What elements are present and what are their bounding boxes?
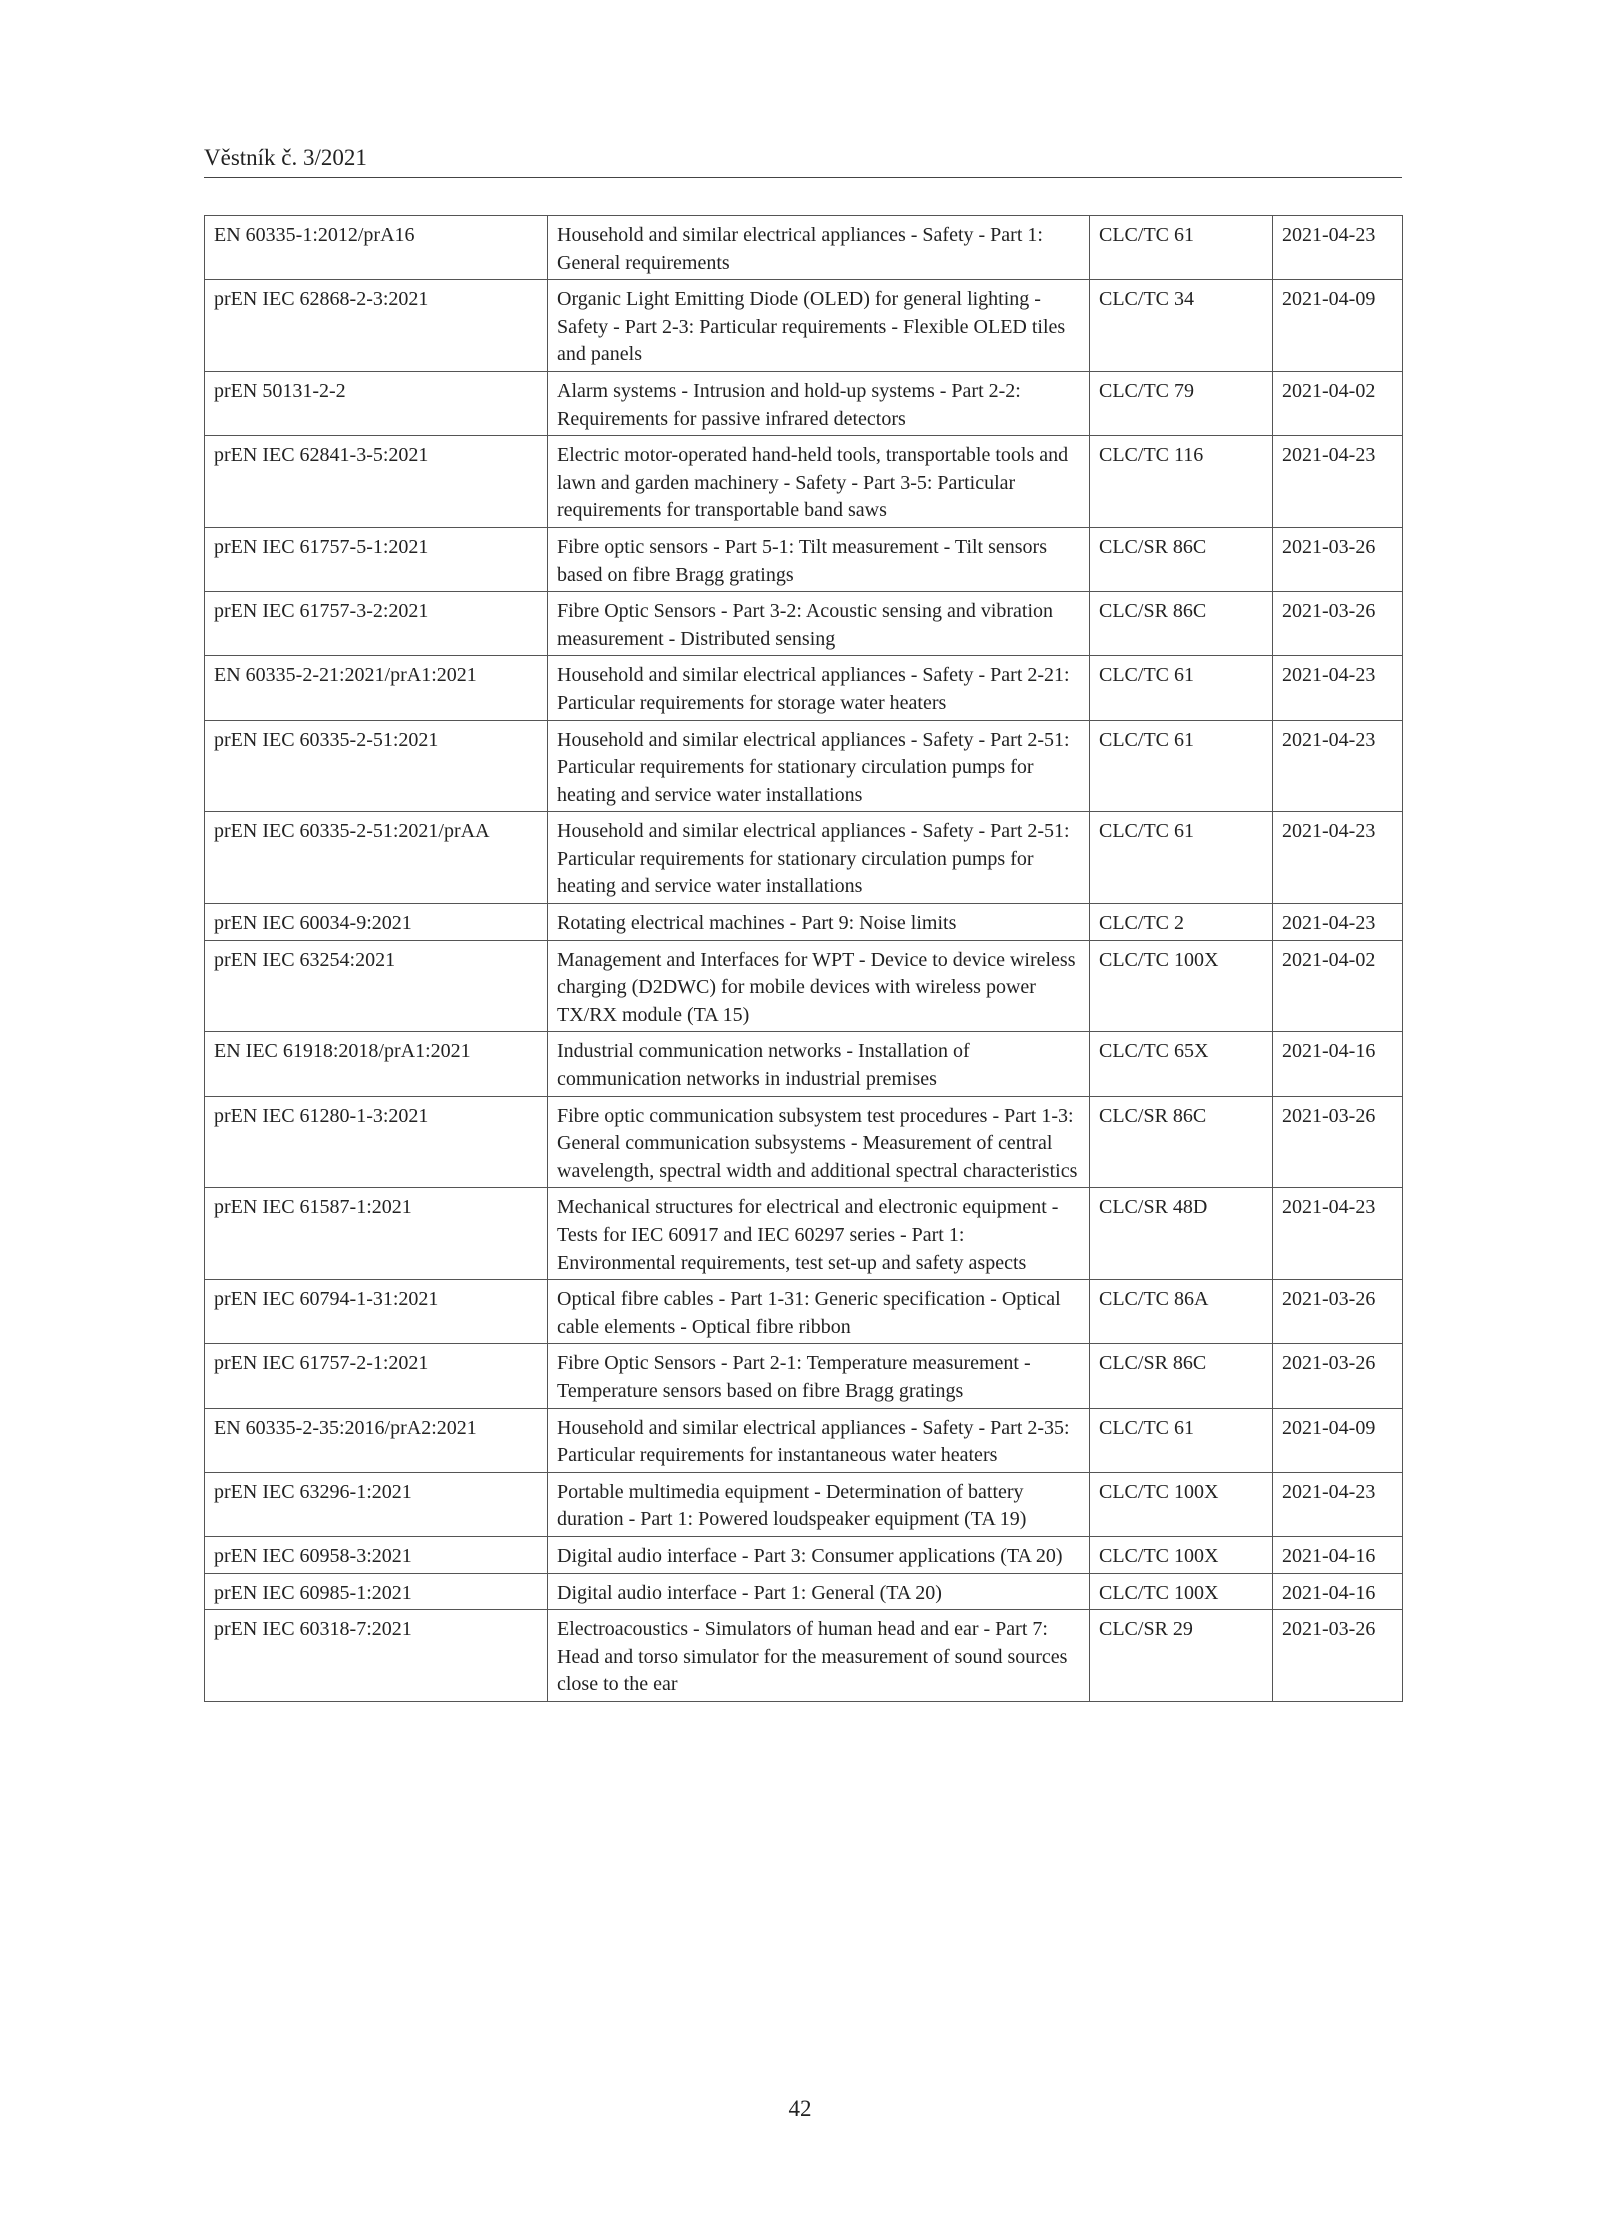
date-cell: 2021-04-23 xyxy=(1273,1472,1403,1536)
committee-cell: CLC/TC 61 xyxy=(1090,1408,1273,1472)
date-cell: 2021-04-23 xyxy=(1273,216,1403,280)
date-cell: 2021-04-23 xyxy=(1273,1188,1403,1280)
standard-title-cell: Digital audio interface - Part 1: General (TA 20) xyxy=(548,1573,1090,1610)
table-row xyxy=(205,812,1403,904)
standard-title-cell: Rotating electrical machines - Part 9: Noise limits xyxy=(548,904,1090,941)
table-row xyxy=(205,1610,1403,1702)
table-row xyxy=(205,1188,1403,1280)
table-row xyxy=(205,1536,1403,1573)
standard-code-cell: prEN IEC 61757-2-1:2021 xyxy=(205,1344,548,1408)
committee-cell: CLC/TC 61 xyxy=(1090,812,1273,904)
standard-code-cell: prEN IEC 62841-3-5:2021 xyxy=(205,436,548,528)
table-row xyxy=(205,1408,1403,1472)
date-cell: 2021-03-26 xyxy=(1273,527,1403,591)
table-row xyxy=(205,1472,1403,1536)
date-cell: 2021-04-23 xyxy=(1273,656,1403,720)
standard-title-cell: Household and similar electrical appliances - Safety - Part 2-35: Particular requirements for instantaneous water heaters xyxy=(548,1408,1090,1472)
standard-code-cell: prEN IEC 63296-1:2021 xyxy=(205,1472,548,1536)
standard-code-cell: prEN IEC 61757-3-2:2021 xyxy=(205,592,548,656)
committee-cell: CLC/SR 86C xyxy=(1090,1096,1273,1188)
date-cell: 2021-03-26 xyxy=(1273,1096,1403,1188)
standard-code-cell: prEN 50131-2-2 xyxy=(205,371,548,435)
committee-cell: CLC/TC 61 xyxy=(1090,720,1273,812)
table-row xyxy=(205,656,1403,720)
standard-title-cell: Management and Interfaces for WPT - Device to device wireless charging (D2DWC) for mobile devices with wireless power TX/RX module (TA 15) xyxy=(548,940,1090,1032)
table-row xyxy=(205,904,1403,941)
committee-cell: CLC/SR 86C xyxy=(1090,527,1273,591)
date-cell: 2021-04-23 xyxy=(1273,812,1403,904)
table-row xyxy=(205,1280,1403,1344)
standard-code-cell: EN 60335-2-35:2016/prA2:2021 xyxy=(205,1408,548,1472)
standard-code-cell: EN IEC 61918:2018/prA1:2021 xyxy=(205,1032,548,1096)
date-cell: 2021-04-02 xyxy=(1273,371,1403,435)
date-cell: 2021-04-23 xyxy=(1273,436,1403,528)
committee-cell: CLC/TC 61 xyxy=(1090,656,1273,720)
standard-title-cell: Household and similar electrical appliances - Safety - Part 2-51: Particular requirements for stationary circulation pumps for heating and service water installations xyxy=(548,812,1090,904)
table-row xyxy=(205,720,1403,812)
page-number: 42 xyxy=(788,2096,812,2121)
page-header xyxy=(204,144,1402,178)
committee-cell: CLC/TC 86A xyxy=(1090,1280,1273,1344)
committee-cell: CLC/TC 65X xyxy=(1090,1032,1273,1096)
table-row xyxy=(205,592,1403,656)
table-row xyxy=(205,1096,1403,1188)
table-row xyxy=(205,216,1403,280)
standard-title-cell: Electroacoustics - Simulators of human head and ear - Part 7: Head and torso simulator for the measurement of sound sources close to the ear xyxy=(548,1610,1090,1702)
standard-title-cell: Electric motor-operated hand-held tools, transportable tools and lawn and garden machinery - Safety - Part 3-5: Particular requirements for transportable band saws xyxy=(548,436,1090,528)
standard-code-cell: prEN IEC 60335-2-51:2021 xyxy=(205,720,548,812)
committee-cell: CLC/TC 100X xyxy=(1090,1536,1273,1573)
committee-cell: CLC/TC 100X xyxy=(1090,940,1273,1032)
table-row xyxy=(205,371,1403,435)
standard-title-cell: Alarm systems - Intrusion and hold-up systems - Part 2-2: Requirements for passive infrared detectors xyxy=(548,371,1090,435)
date-cell: 2021-04-23 xyxy=(1273,720,1403,812)
table-row xyxy=(205,527,1403,591)
standard-title-cell: Household and similar electrical appliances - Safety - Part 2-51: Particular requirements for stationary circulation pumps for heating and service water installations xyxy=(548,720,1090,812)
table-row xyxy=(205,940,1403,1032)
standard-code-cell: prEN IEC 60034-9:2021 xyxy=(205,904,548,941)
committee-cell: CLC/TC 34 xyxy=(1090,280,1273,372)
standard-code-cell: prEN IEC 60794-1-31:2021 xyxy=(205,1280,548,1344)
date-cell: 2021-03-26 xyxy=(1273,1280,1403,1344)
committee-cell: CLC/SR 48D xyxy=(1090,1188,1273,1280)
date-cell: 2021-04-02 xyxy=(1273,940,1403,1032)
standard-code-cell: prEN IEC 60985-1:2021 xyxy=(205,1573,548,1610)
date-cell: 2021-04-09 xyxy=(1273,280,1403,372)
committee-cell: CLC/TC 61 xyxy=(1090,216,1273,280)
standard-code-cell: prEN IEC 62868-2-3:2021 xyxy=(205,280,548,372)
date-cell: 2021-03-26 xyxy=(1273,1610,1403,1702)
date-cell: 2021-04-16 xyxy=(1273,1032,1403,1096)
bulletin-title: Věstník č. 3/2021 xyxy=(204,145,367,170)
committee-cell: CLC/TC 100X xyxy=(1090,1573,1273,1610)
date-cell: 2021-04-16 xyxy=(1273,1536,1403,1573)
standards-table xyxy=(204,215,1403,1702)
committee-cell: CLC/TC 116 xyxy=(1090,436,1273,528)
standard-code-cell: prEN IEC 60335-2-51:2021/prAA xyxy=(205,812,548,904)
committee-cell: CLC/SR 86C xyxy=(1090,1344,1273,1408)
standard-code-cell: EN 60335-1:2012/prA16 xyxy=(205,216,548,280)
standard-title-cell: Digital audio interface - Part 3: Consumer applications (TA 20) xyxy=(548,1536,1090,1573)
standard-title-cell: Portable multimedia equipment - Determination of battery duration - Part 1: Powered loudspeaker equipment (TA 19) xyxy=(548,1472,1090,1536)
date-cell: 2021-04-23 xyxy=(1273,904,1403,941)
standard-title-cell: Household and similar electrical appliances - Safety - Part 1: General requirements xyxy=(548,216,1090,280)
table-row xyxy=(205,280,1403,372)
standard-title-cell: Fibre optic sensors - Part 5-1: Tilt measurement - Tilt sensors based on fibre Bragg gratings xyxy=(548,527,1090,591)
date-cell: 2021-03-26 xyxy=(1273,1344,1403,1408)
committee-cell: CLC/TC 79 xyxy=(1090,371,1273,435)
standard-code-cell: prEN IEC 61757-5-1:2021 xyxy=(205,527,548,591)
table-row xyxy=(205,1032,1403,1096)
standard-code-cell: prEN IEC 60958-3:2021 xyxy=(205,1536,548,1573)
standard-title-cell: Fibre Optic Sensors - Part 2-1: Temperature measurement - Temperature sensors based on fibre Bragg gratings xyxy=(548,1344,1090,1408)
table-row xyxy=(205,436,1403,528)
standard-title-cell: Organic Light Emitting Diode (OLED) for general lighting - Safety - Part 2-3: Particular requirements - Flexible OLED tiles and panels xyxy=(548,280,1090,372)
standard-title-cell: Mechanical structures for electrical and electronic equipment - Tests for IEC 60917 and IEC 60297 series - Part 1: Environmental requirements, test set-up and safety aspects xyxy=(548,1188,1090,1280)
date-cell: 2021-03-26 xyxy=(1273,592,1403,656)
committee-cell: CLC/TC 100X xyxy=(1090,1472,1273,1536)
standard-code-cell: prEN IEC 60318-7:2021 xyxy=(205,1610,548,1702)
standard-title-cell: Fibre optic communication subsystem test procedures - Part 1-3: General communication subsystems - Measurement of central wavelength, spectral width and additional spectral characteristics xyxy=(548,1096,1090,1188)
committee-cell: CLC/SR 86C xyxy=(1090,592,1273,656)
standard-title-cell: Fibre Optic Sensors - Part 3-2: Acoustic sensing and vibration measurement - Distributed sensing xyxy=(548,592,1090,656)
standard-code-cell: prEN IEC 61280-1-3:2021 xyxy=(205,1096,548,1188)
standard-code-cell: prEN IEC 63254:2021 xyxy=(205,940,548,1032)
committee-cell: CLC/TC 2 xyxy=(1090,904,1273,941)
standard-title-cell: Optical fibre cables - Part 1-31: Generic specification - Optical cable elements - Optical fibre ribbon xyxy=(548,1280,1090,1344)
standard-title-cell: Industrial communication networks - Installation of communication networks in industrial premises xyxy=(548,1032,1090,1096)
committee-cell: CLC/SR 29 xyxy=(1090,1610,1273,1702)
standard-code-cell: prEN IEC 61587-1:2021 xyxy=(205,1188,548,1280)
table-row xyxy=(205,1344,1403,1408)
standards-table-body xyxy=(205,216,1403,1702)
standard-title-cell: Household and similar electrical appliances - Safety - Part 2-21: Particular requirements for storage water heaters xyxy=(548,656,1090,720)
date-cell: 2021-04-16 xyxy=(1273,1573,1403,1610)
table-row xyxy=(205,1573,1403,1610)
date-cell: 2021-04-09 xyxy=(1273,1408,1403,1472)
standard-code-cell: EN 60335-2-21:2021/prA1:2021 xyxy=(205,656,548,720)
